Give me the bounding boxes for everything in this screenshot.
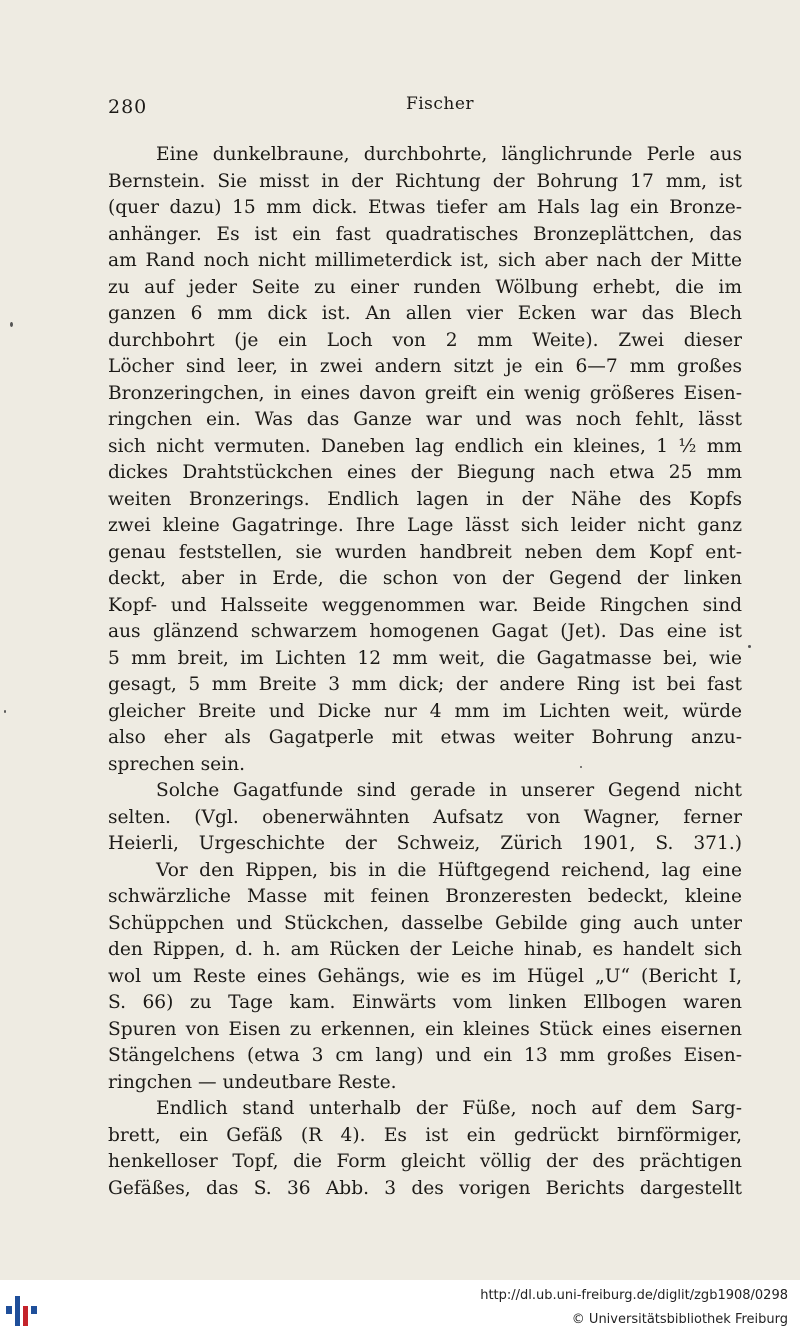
text-line: ganzen 6 mm dick ist. An allen vier Ecken war das Blech — [108, 303, 742, 324]
text-line: Schüppchen und Stückchen, dasselbe Gebilde ging auch unter — [108, 912, 742, 934]
text-line: sich nicht vermuten. Daneben lag endlich ein kleines, 1 ½ mm — [108, 435, 742, 457]
text-line: genau feststellen, sie wurden handbreit neben dem Kopf ent- — [108, 541, 742, 563]
text-line: Löcher sind leer, in zwei andern sitzt je ein 6—7 mm großes — [108, 356, 742, 377]
text-line: deckt, aber in Erde, die schon von der Gegend der linken — [108, 568, 742, 589]
text-line: durchbohrt (je ein Loch von 2 mm Weite). Zwei dieser — [108, 329, 742, 351]
text-line: aus glänzend schwarzem homogenen Gagat (Jet). Das eine ist — [108, 621, 742, 642]
text-line: brett, ein Gefäß (R 4). Es ist ein gedrückt birnförmiger, — [108, 1124, 742, 1146]
text-line: zwei kleine Gagatringe. Ihre Lage lässt sich leider nicht ganz — [108, 515, 742, 536]
text-line: ringchen ein. Was das Ganze war und was noch fehlt, lässt — [108, 409, 742, 430]
text-line: Gefäßes, das S. 36 Abb. 3 des vorigen Berichts dargestellt — [108, 1177, 742, 1199]
text-line: Heierli, Urgeschichte der Schweiz, Zürich 1901, S. 371.) — [108, 833, 742, 854]
text-line: henkelloser Topf, die Form gleicht völlig der des prächtigen — [108, 1151, 742, 1172]
text-line: gesagt, 5 mm Breite 3 mm dick; der andere Ring ist bei fast — [108, 674, 742, 695]
text-line: Stängelchens (etwa 3 cm lang) und ein 13 mm großes Eisen- — [108, 1045, 742, 1066]
text-line: (quer dazu) 15 mm dick. Etwas tiefer am Hals lag ein Bronze- — [108, 197, 742, 218]
text-line: also eher als Gagatperle mit etwas weiter Bohrung anzu- — [108, 727, 742, 748]
text-line: S. 66) zu Tage kam. Einwärts vom linken Ellbogen waren — [108, 992, 742, 1013]
text-line: ringchen — undeutbare Reste. — [108, 1071, 397, 1093]
text-line: sprechen sein. — [108, 753, 245, 775]
library-logo-icon — [4, 1290, 44, 1330]
text-line: selten. (Vgl. obenerwähnten Aufsatz von Wagner, ferner — [108, 806, 742, 828]
running-title: Fischer — [405, 94, 475, 114]
text-line: Bronzeringchen, in eines davon greift ein wenig größeres Eisen- — [108, 382, 742, 404]
text-line: Endlich stand unterhalb der Füße, noch auf dem Sarg- — [156, 1098, 742, 1119]
text-line: gleicher Breite und Dicke nur 4 mm im Lichten weit, würde — [108, 700, 742, 722]
text-line: wol um Reste eines Gehängs, wie es im Hügel „U“ (Bericht I, — [108, 965, 742, 987]
copyright-notice: © Universitätsbibliothek Freiburg — [571, 1312, 788, 1327]
text-line: am Rand noch nicht millimeterdick ist, sich aber nach der Mitte — [108, 250, 742, 271]
text-line: anhänger. Es ist ein fast quadratisches Bronzeplättchen, das — [108, 223, 742, 245]
scan-speck — [748, 645, 751, 648]
text-line: Eine dunkelbraune, durchbohrte, länglichrunde Perle aus — [156, 144, 742, 165]
text-line: dickes Drahtstückchen eines der Biegung nach etwa 25 mm — [108, 462, 742, 483]
permalink-url[interactable]: http://dl.ub.uni-freiburg.de/diglit/zgb1908/0298 — [480, 1288, 788, 1303]
scan-speck — [4, 710, 6, 713]
text-line: zu auf jeder Seite zu einer runden Wölbung erhebt, die im — [108, 276, 742, 298]
scan-speck — [580, 766, 582, 768]
body-text — [108, 142, 742, 1202]
text-line: Kopf- und Halsseite weggenommen war. Beide Ringchen sind — [108, 594, 742, 616]
text-line: Spuren von Eisen zu erkennen, ein kleines Stück eines eisernen — [108, 1018, 742, 1040]
running-head — [108, 96, 742, 122]
scan-speck — [10, 322, 13, 327]
text-line: Vor den Rippen, bis in die Hüftgegend reichend, lag eine — [156, 859, 742, 881]
text-line: 5 mm breit, im Lichten 12 mm weit, die Gagatmasse bei, wie — [108, 647, 742, 669]
page-number: 280 — [108, 96, 148, 118]
viewer-footer — [0, 1280, 800, 1337]
text-line: Bernstein. Sie misst in der Richtung der Bohrung 17 mm, ist — [108, 170, 742, 192]
text-line: schwärzliche Masse mit feinen Bronzeresten bedeckt, kleine — [108, 886, 742, 907]
text-line: Solche Gagatfunde sind gerade in unserer Gegend nicht — [156, 780, 742, 801]
text-line: weiten Bronzerings. Endlich lagen in der Nähe des Kopfs — [108, 488, 742, 510]
text-line: den Rippen, d. h. am Rücken der Leiche hinab, es handelt sich — [108, 939, 742, 960]
